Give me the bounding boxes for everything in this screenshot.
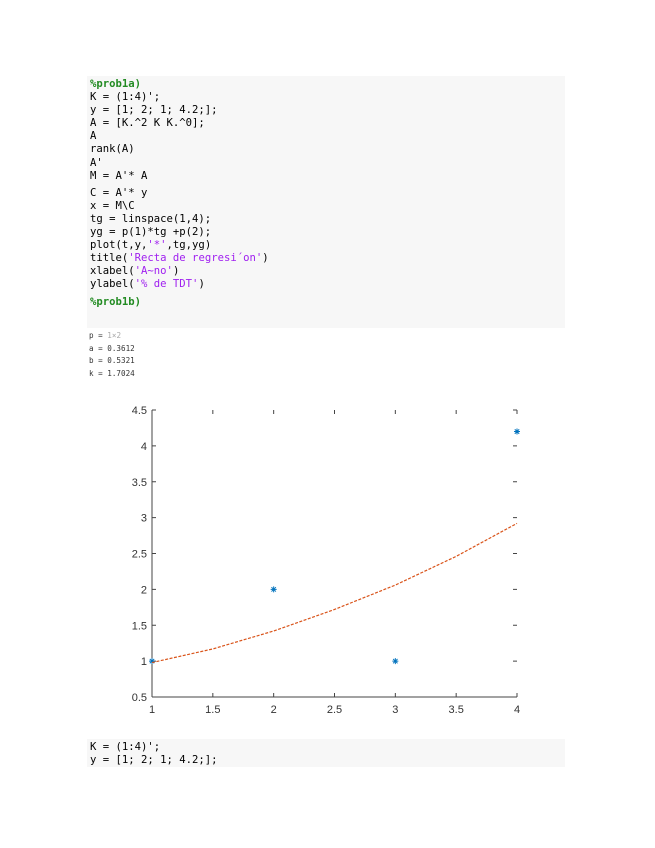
y-tick-label: 4 bbox=[140, 440, 147, 453]
code-line: x = M\C bbox=[90, 199, 135, 212]
code-string: 'A~no' bbox=[134, 265, 173, 278]
code-line: A' bbox=[90, 156, 103, 169]
regression-line bbox=[152, 523, 517, 662]
output-line-a: a = 0.3612 bbox=[89, 343, 135, 353]
code-line: tg = linspace(1,4); bbox=[90, 212, 212, 225]
code-comment: %prob1b) bbox=[90, 295, 142, 308]
code-line: M = A'* A bbox=[90, 169, 148, 182]
output-label: p = bbox=[89, 331, 108, 340]
code-text: ) bbox=[262, 252, 269, 265]
x-tick-label: 1 bbox=[148, 704, 156, 716]
x-tick-label: 2 bbox=[270, 704, 277, 716]
code-string: '% de TDT' bbox=[134, 278, 199, 291]
code-line: rank(A) bbox=[90, 143, 135, 156]
data-point-marker bbox=[392, 658, 398, 664]
data-point-marker bbox=[514, 429, 520, 435]
y-tick-label: 1 bbox=[140, 656, 147, 669]
code-block-2 bbox=[87, 739, 565, 767]
code-line: C = A'* y bbox=[90, 186, 148, 199]
y-tick-label: 2 bbox=[140, 584, 147, 597]
code-line: y = [1; 2; 1; 4.2;]; bbox=[90, 754, 218, 767]
code-text: ) bbox=[172, 265, 180, 278]
y-tick-label: 2.5 bbox=[131, 548, 147, 561]
code-comment: %prob1a) bbox=[90, 78, 142, 90]
x-tick-label: 1.5 bbox=[205, 704, 221, 716]
y-tick-label: 0.5 bbox=[131, 692, 147, 704]
y-tick-label: 3 bbox=[140, 512, 147, 525]
data-point-marker bbox=[271, 586, 277, 592]
x-tick-label: 3.5 bbox=[448, 704, 464, 716]
code-line: A = [K.^2 K K.^0]; bbox=[90, 117, 205, 130]
x-tick-label: 3 bbox=[392, 704, 399, 716]
code-text: plot(t,y, bbox=[90, 239, 148, 252]
code-text: ylabel( bbox=[90, 278, 135, 291]
code-string: 'Recta de regresi´on' bbox=[128, 252, 263, 265]
code-text: ,tg,yg) bbox=[166, 239, 212, 252]
code-line: K = (1:4)'; bbox=[90, 91, 161, 104]
x-tick-label: 2.5 bbox=[326, 704, 343, 716]
code-line: K = (1:4)'; bbox=[90, 741, 161, 753]
code-text: title( bbox=[90, 252, 129, 265]
code-string: '*' bbox=[147, 239, 167, 252]
x-tick-label: 4 bbox=[513, 704, 521, 716]
output-line-b: b = 0.5321 bbox=[89, 356, 135, 366]
y-tick-label: 4.5 bbox=[131, 405, 147, 417]
y-tick-label: 3.5 bbox=[131, 476, 147, 489]
data-point-marker bbox=[149, 658, 155, 664]
output-size: 1×2 bbox=[107, 331, 122, 340]
output-line-k: k = 1.7024 bbox=[89, 369, 135, 379]
code-text: ) bbox=[198, 278, 205, 291]
code-line: yg = p(1)*tg +p(2); bbox=[90, 226, 212, 239]
code-text: xlabel( bbox=[90, 265, 135, 278]
y-tick-label: 1.5 bbox=[131, 620, 147, 633]
code-line: A bbox=[90, 130, 97, 143]
code-line: y = [1; 2; 1; 4.2;]; bbox=[90, 104, 218, 117]
